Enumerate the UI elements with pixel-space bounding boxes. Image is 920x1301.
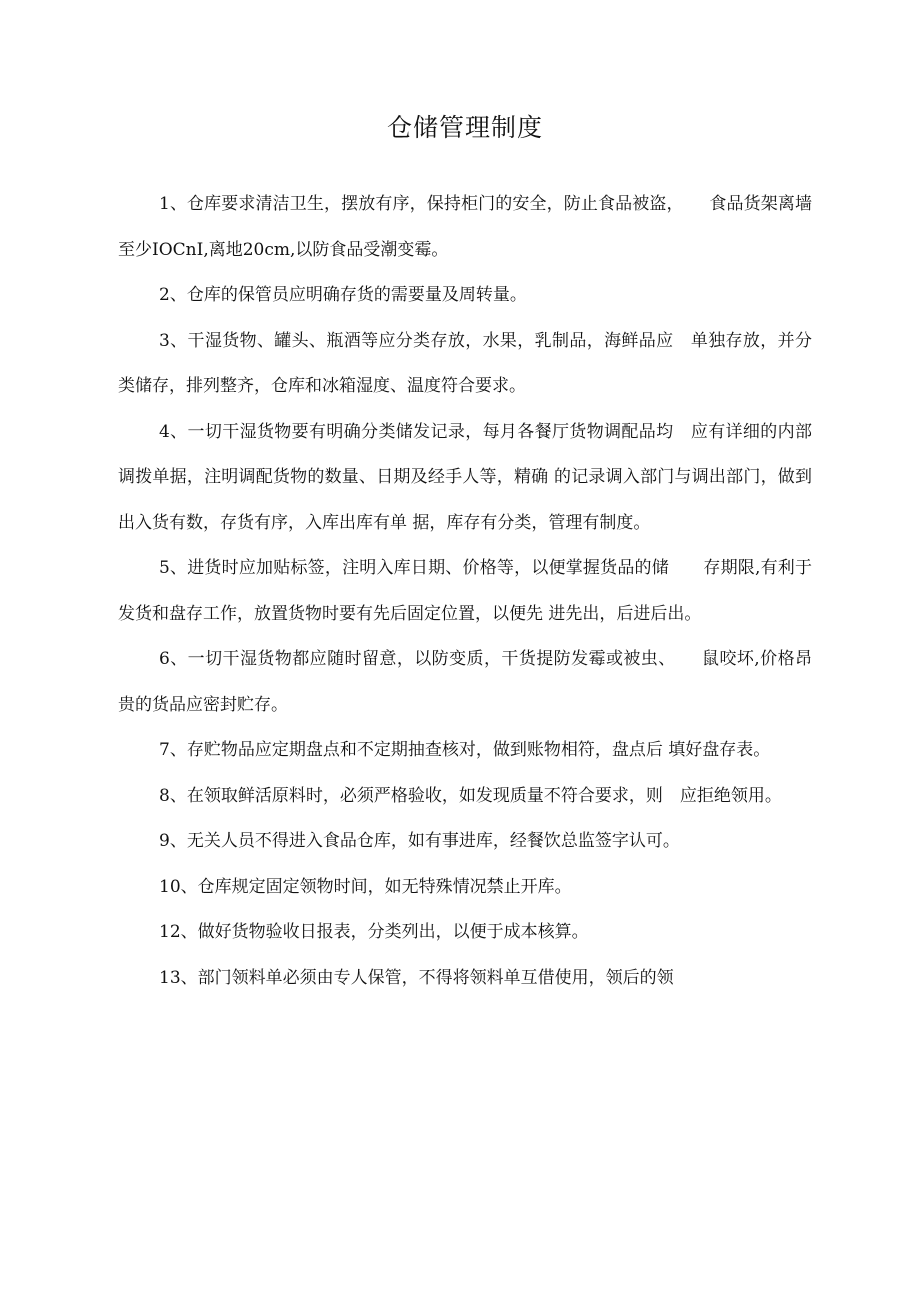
paragraph-1: 1、仓库要求清洁卫生，摆放有序，保持柜门的安全，防止食品被盗， 食品货架离墙至少IOCnI,离地20cm,以防食品受潮变霉。 — [118, 194, 812, 260]
paragraph-6: 6、一切干湿货物都应随时留意，以防变质，干货提防发霉或被虫、 鼠咬坏,价格昂贵的货品应密封贮存。 — [118, 649, 812, 715]
page-title: 仓储管理制度 — [386, 113, 543, 142]
paragraph-9: 9、无关人员不得进入食品仓库，如有事进库，经餐饮总监签字认可。 — [159, 831, 680, 851]
paragraph-4: 4、一切干湿货物要有明确分类储发记录，每月各餐厅货物调配品均 应有详细的内部调拨单据，注明调配货物的数量、日期及经手人等，精确 的记录调入部门与调出部门，做到出入货有数，存货有序，入库出库有单 据，库存有分类，管理有制度。 — [118, 421, 812, 533]
paragraph-10: 10、仓库规定固定领物时间，如无特殊情况禁止开库。 — [159, 876, 572, 897]
paragraph-5: 5、进货时应加贴标签，注明入库日期、价格等，以便掌握货品的储 存期限,有利于发货和盘存工作，放置货物时要有先后固定位置，以便先 进先出，后进后出。 — [118, 558, 812, 624]
paragraph-12: 12、做好货物验收日报表，分类列出，以便于成本核算。 — [159, 922, 589, 942]
paragraph-7: 7、存贮物品应定期盘点和不定期抽查核对，做到账物相符，盘点后 填好盘存表。 — [159, 740, 771, 760]
paragraph-3: 3、干湿货物、罐头、瓶酒等应分类存放，水果，乳制品，海鲜品应 单独存放，并分类储存，排列整齐，仓库和冰箱湿度、温度符合要求。 — [118, 330, 812, 396]
paragraph-13: 13、部门领料单必须由专人保管，不得将领料单互借使用，领后的领 — [159, 967, 674, 988]
document-page — [118, 108, 812, 1001]
paragraph-2: 2、仓库的保管员应明确存货的需要量及周转量。 — [159, 285, 527, 305]
paragraph-8: 8、在领取鲜活原料时，必须严格验收，如发现质量不符合要求，则 应拒绝领用。 — [159, 785, 782, 806]
